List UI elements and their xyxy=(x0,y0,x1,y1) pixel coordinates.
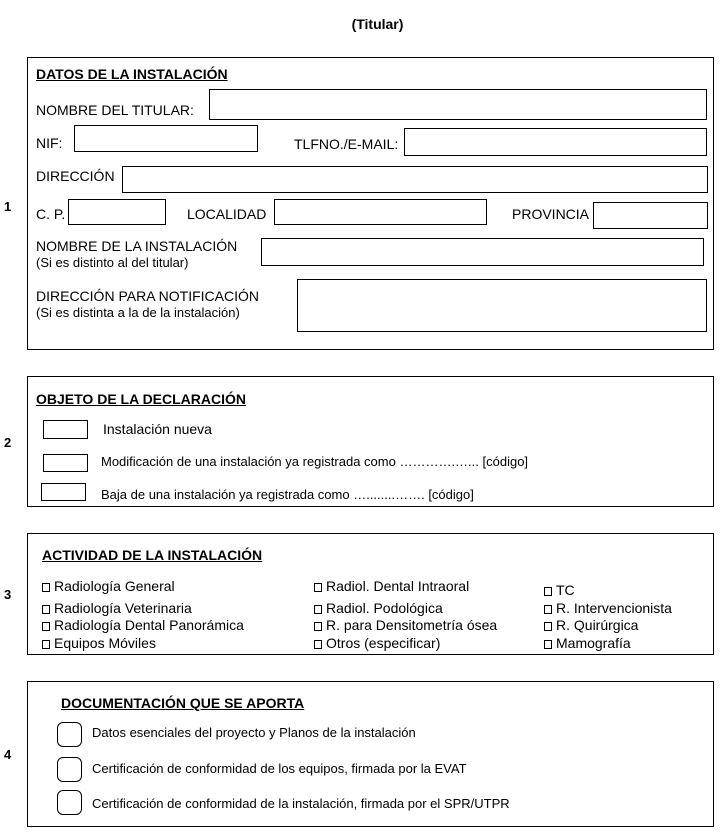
activity-radiologia-veterinaria[interactable]: Radiología Veterinaria xyxy=(42,600,192,616)
section-actividad-instalacion xyxy=(27,533,714,655)
nif-field[interactable] xyxy=(74,125,258,152)
checkbox-icon xyxy=(42,640,50,649)
activity-podologica[interactable]: Radiol. Podológica xyxy=(314,600,443,616)
activity-otros[interactable]: Otros (especificar) xyxy=(314,635,440,651)
section-datos-instalacion xyxy=(27,57,714,350)
checkbox-icon xyxy=(42,605,50,614)
label-direccion: DIRECCIÓN xyxy=(36,168,115,184)
doc-label-instalacion: Certificación de conformidad de la instalación, firmada por el SPR/UTPR xyxy=(92,796,510,811)
cp-field[interactable] xyxy=(68,199,166,225)
option-label-nueva: Instalación nueva xyxy=(103,421,212,437)
activity-tc[interactable]: TC xyxy=(544,582,575,598)
label-provincia: PROVINCIA xyxy=(512,206,590,222)
label-telefono: TLFNO./E-MAIL: xyxy=(294,136,399,152)
nombre-instalacion-field[interactable] xyxy=(261,238,704,266)
activity-quirurgica[interactable]: R. Quirúrgica xyxy=(544,617,638,633)
label-nombre-titular: NOMBRE DEL TITULAR: xyxy=(36,102,194,118)
doc-label-proyecto: Datos esenciales del proyecto y Planos de la instalación xyxy=(92,725,416,740)
option-checkbox-modificacion[interactable] xyxy=(43,454,88,472)
checkbox-icon xyxy=(314,640,322,649)
section-number-2: 2 xyxy=(4,435,12,450)
checkbox-icon xyxy=(544,622,552,631)
page-title: (Titular) xyxy=(351,16,404,32)
activity-radiologia-dental-panoramica[interactable]: Radiología Dental Panorámica xyxy=(42,617,244,633)
section-title: DOCUMENTACIÓN QUE SE APORTA xyxy=(61,695,305,711)
checkbox-icon xyxy=(42,622,50,631)
doc-checkbox-proyecto[interactable] xyxy=(57,722,82,747)
section-number-3: 3 xyxy=(4,587,12,602)
doc-label-equipos: Certificación de conformidad de los equipos, firmada por la EVAT xyxy=(92,761,467,776)
section-title: OBJETO DE LA DECLARACIÓN xyxy=(36,391,247,407)
doc-checkbox-equipos[interactable] xyxy=(57,757,82,782)
nombre-titular-field[interactable] xyxy=(209,89,707,120)
label-nif: NIF: xyxy=(36,135,63,151)
activity-equipos-moviles[interactable]: Equipos Móviles xyxy=(42,635,156,651)
checkbox-icon xyxy=(42,583,50,592)
activity-intervencionista[interactable]: R. Intervencionista xyxy=(544,600,672,616)
section-number-1: 1 xyxy=(4,199,12,214)
option-checkbox-nueva[interactable] xyxy=(43,420,88,439)
checkbox-icon xyxy=(544,640,552,649)
checkbox-icon xyxy=(544,605,552,614)
section-title: ACTIVIDAD DE LA INSTALACIÓN xyxy=(42,547,263,563)
section-title: DATOS DE LA INSTALACIÓN xyxy=(36,66,228,82)
checkbox-icon xyxy=(314,605,322,614)
telefono-email-field[interactable] xyxy=(404,128,707,156)
activity-mamografia[interactable]: Mamografía xyxy=(544,635,631,651)
direccion-notificacion-field[interactable] xyxy=(297,279,707,332)
localidad-field[interactable] xyxy=(274,199,487,225)
checkbox-icon xyxy=(314,583,322,592)
option-label-baja: Baja de una instalación ya registrada como …........……. [código] xyxy=(101,487,474,502)
activity-densitometria[interactable]: R. para Densitometría ósea xyxy=(314,617,497,633)
label-direccion-notificacion: DIRECCIÓN PARA NOTIFICACIÓN xyxy=(36,288,259,304)
checkbox-icon xyxy=(314,622,322,631)
section-documentacion xyxy=(27,681,714,827)
option-label-modificacion: Modificación de una instalación ya registrada como ………….…... [código] xyxy=(101,454,529,469)
direccion-field[interactable] xyxy=(122,166,708,193)
label-nombre-instalacion: NOMBRE DE LA INSTALACIÓN xyxy=(36,238,238,254)
checkbox-icon xyxy=(544,587,552,596)
option-checkbox-baja[interactable] xyxy=(41,483,86,501)
label-nombre-instalacion-note: (Si es distinto al del titular) xyxy=(36,255,189,270)
activity-dental-intraoral[interactable]: Radiol. Dental Intraoral xyxy=(314,578,469,594)
label-direccion-notificacion-note: (Si es distinta a la de la instalación) xyxy=(36,305,240,320)
provincia-field[interactable] xyxy=(593,202,708,229)
activity-radiologia-general[interactable]: Radiología General xyxy=(42,578,175,594)
doc-checkbox-instalacion[interactable] xyxy=(57,790,82,815)
section-number-4: 4 xyxy=(4,747,12,762)
section-objeto-declaracion xyxy=(27,376,714,507)
label-cp: C. P. xyxy=(36,206,66,222)
label-localidad: LOCALIDAD xyxy=(187,206,267,222)
